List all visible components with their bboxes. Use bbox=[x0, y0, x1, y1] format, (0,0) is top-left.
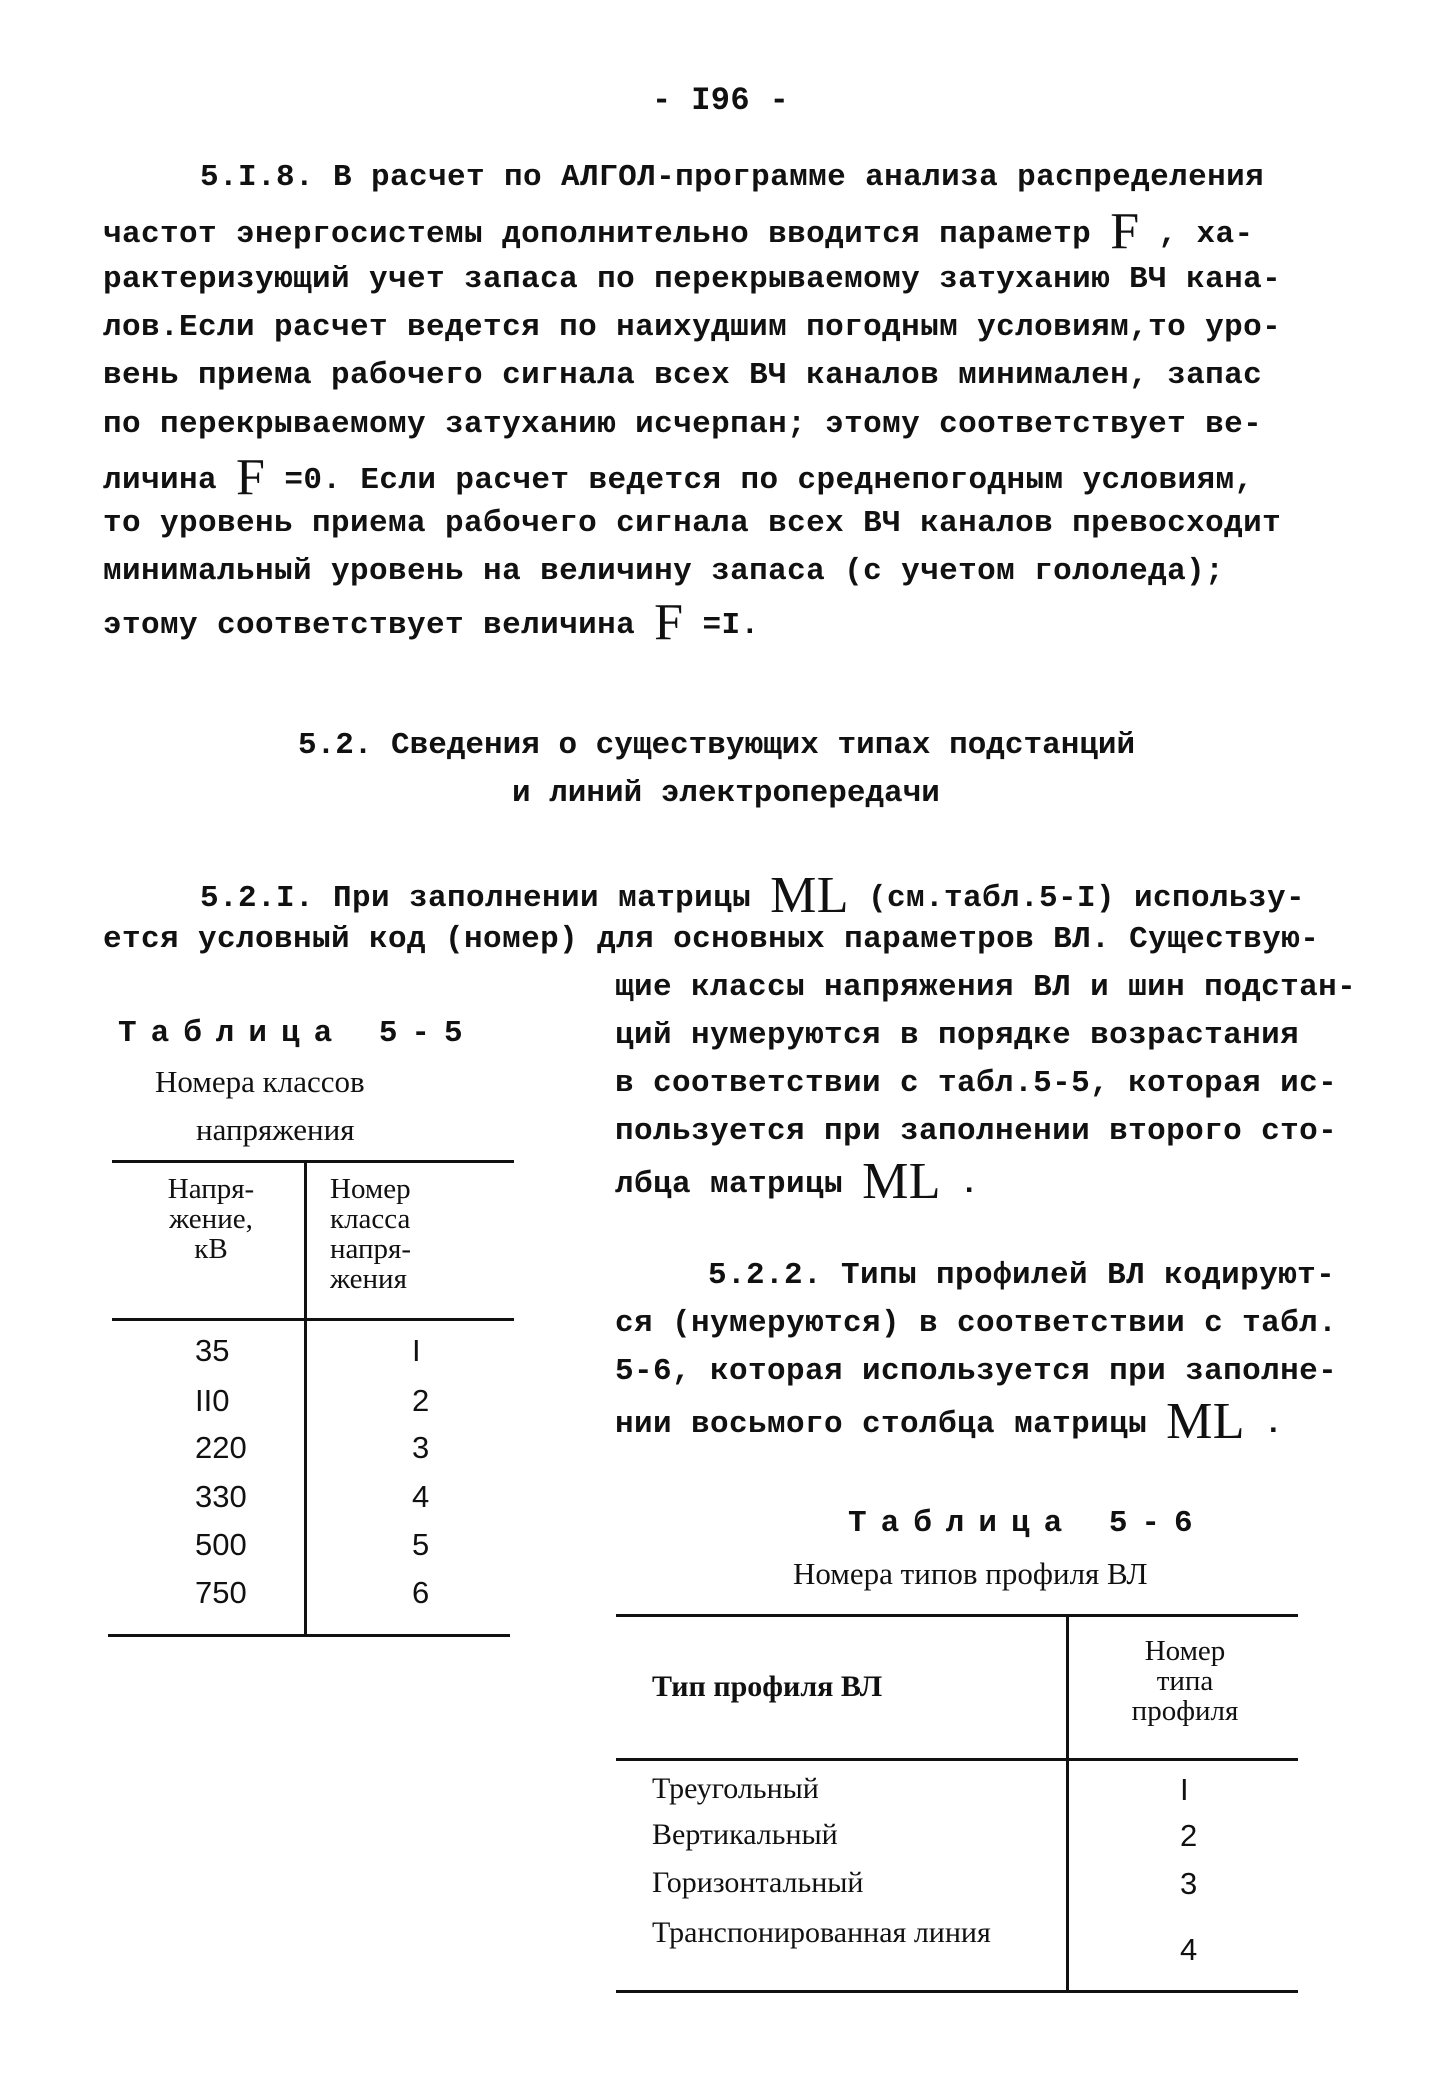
text-line: 5.I.8. В расчет по АЛГОЛ-программе анализа распределения bbox=[200, 160, 1265, 195]
table-cell-class: 6 bbox=[412, 1575, 430, 1610]
column-header-voltage bbox=[130, 1174, 292, 1264]
text-line bbox=[103, 203, 1254, 260]
section-title-line: 5.2. Сведения о существующих типах подстанций bbox=[298, 728, 1136, 763]
text-line bbox=[200, 867, 1306, 924]
table-cell-voltage: 330 bbox=[195, 1479, 247, 1514]
text-line: по перекрываемому затуханию исчерпан; этому соответствует ве- bbox=[103, 407, 1263, 442]
text-fragment: 5.2.I. При заполнении матрицы bbox=[200, 881, 752, 916]
text-fragment: =I. bbox=[702, 608, 760, 643]
symbol-f: F bbox=[1110, 203, 1140, 260]
text-line bbox=[615, 1393, 1283, 1450]
table-cell-class: 5 bbox=[412, 1527, 430, 1562]
table-cell-profile: Треугольный bbox=[652, 1772, 819, 1805]
header-line: профиля bbox=[1131, 1695, 1239, 1727]
table-column-divider bbox=[304, 1162, 307, 1636]
header-line: жение, bbox=[169, 1203, 253, 1235]
text-fragment: =0. Если расчет ведется по среднепогодным условиям, bbox=[284, 463, 1254, 498]
text-line bbox=[103, 594, 760, 651]
table-cell-class: I bbox=[412, 1333, 421, 1368]
table-rule-header bbox=[616, 1758, 1298, 1761]
table-cell-voltage: II0 bbox=[195, 1383, 230, 1418]
text-line bbox=[103, 449, 1254, 506]
symbol-f: F bbox=[236, 449, 266, 506]
header-line: кВ bbox=[194, 1233, 228, 1265]
text-fragment: личина bbox=[103, 463, 218, 498]
text-line: ся (нумеруются) в соответствии с табл. bbox=[615, 1306, 1338, 1341]
table-caption: Номера типов профиля ВЛ bbox=[793, 1556, 1148, 1591]
table-cell-number: I bbox=[1180, 1772, 1189, 1807]
text-line bbox=[615, 1153, 979, 1210]
table-cell-voltage: 35 bbox=[195, 1333, 230, 1368]
text-line: вень приема рабочего сигнала всех ВЧ каналов минимален, запас bbox=[103, 358, 1263, 393]
column-header-profile-type: Тип профиля ВЛ bbox=[652, 1670, 883, 1703]
column-header-profile-number bbox=[1090, 1636, 1280, 1726]
table-label: Таблица 5-6 bbox=[848, 1506, 1207, 1541]
text-fragment: лбца матрицы bbox=[615, 1167, 844, 1202]
section-title-line: и линий электропередачи bbox=[512, 776, 940, 811]
header-line: Номер bbox=[1144, 1635, 1226, 1667]
text-line: ций нумеруются в порядке возрастания bbox=[615, 1018, 1300, 1053]
text-line: лов.Если расчет ведется по наихудшим погодным условиям,то уро- bbox=[103, 310, 1282, 345]
table-rule-top bbox=[112, 1160, 514, 1163]
table-cell-profile: Горизонтальный bbox=[652, 1866, 864, 1899]
table-cell-class: 3 bbox=[412, 1430, 430, 1465]
header-line: класса bbox=[330, 1203, 411, 1235]
table-cell-number: 2 bbox=[1180, 1818, 1198, 1853]
table-rule-header bbox=[112, 1318, 514, 1321]
text-line: ется условный код (номер) для основных параметров ВЛ. Существую- bbox=[103, 922, 1320, 957]
symbol-ml: ML bbox=[1166, 1393, 1245, 1450]
table-rule-bottom bbox=[616, 1990, 1298, 1993]
text-line: рактеризующий учет запаса по перекрываемому затуханию ВЧ кана- bbox=[103, 262, 1282, 297]
text-line: то уровень приема рабочего сигнала всех ВЧ каналов превосходит bbox=[103, 506, 1282, 541]
table-column-divider bbox=[1066, 1616, 1069, 1992]
text-fragment: . bbox=[1263, 1407, 1283, 1442]
page-number: - I96 - bbox=[652, 82, 790, 119]
text-line: 5-6, которая используется при заполне- bbox=[615, 1354, 1338, 1389]
table-cell-profile: Транспонированная линия bbox=[652, 1916, 991, 1949]
text-line: минимальный уровень на величину запаса (с учетом гололеда); bbox=[103, 554, 1225, 589]
symbol-ml: ML bbox=[770, 867, 849, 924]
table-rule-top bbox=[616, 1614, 1298, 1617]
symbol-ml: ML bbox=[862, 1153, 941, 1210]
table-cell-class: 4 bbox=[412, 1479, 430, 1514]
header-line: напря- bbox=[330, 1233, 412, 1265]
table-cell-number: 3 bbox=[1180, 1866, 1198, 1901]
text-line: пользуется при заполнении второго сто- bbox=[615, 1114, 1338, 1149]
table-cell-profile: Вертикальный bbox=[652, 1818, 838, 1851]
table-caption: напряжения bbox=[196, 1112, 355, 1147]
text-line: 5.2.2. Типы профилей ВЛ кодируют- bbox=[708, 1258, 1336, 1293]
table-cell-voltage: 500 bbox=[195, 1527, 247, 1562]
header-line: типа bbox=[1156, 1665, 1214, 1697]
table-caption: Номера классов bbox=[155, 1064, 365, 1099]
column-header-class-number bbox=[330, 1174, 470, 1294]
symbol-f: F bbox=[654, 594, 684, 651]
text-fragment: (см.табл.5-I) использу- bbox=[867, 881, 1306, 916]
text-fragment: частот энергосистемы дополнительно вводится параметр bbox=[103, 217, 1092, 252]
table-cell-voltage: 220 bbox=[195, 1430, 247, 1465]
table-rule-bottom bbox=[108, 1634, 510, 1637]
table-cell-voltage: 750 bbox=[195, 1575, 247, 1610]
header-line: Напря- bbox=[167, 1173, 255, 1205]
text-fragment: , ха- bbox=[1158, 217, 1254, 252]
text-line: в соответствии с табл.5-5, которая ис- bbox=[615, 1066, 1338, 1101]
text-line: щие классы напряжения ВЛ и шин подстан- bbox=[615, 970, 1357, 1005]
header-line: Номер bbox=[330, 1173, 411, 1205]
table-label: Таблица 5-5 bbox=[118, 1016, 477, 1051]
text-fragment: . bbox=[959, 1167, 979, 1202]
table-cell-number: 4 bbox=[1180, 1932, 1198, 1967]
table-cell-class: 2 bbox=[412, 1383, 430, 1418]
text-fragment: этому соответствует величина bbox=[103, 608, 636, 643]
header-line: жения bbox=[330, 1263, 407, 1295]
text-fragment: нии восьмого столбца матрицы bbox=[615, 1407, 1148, 1442]
